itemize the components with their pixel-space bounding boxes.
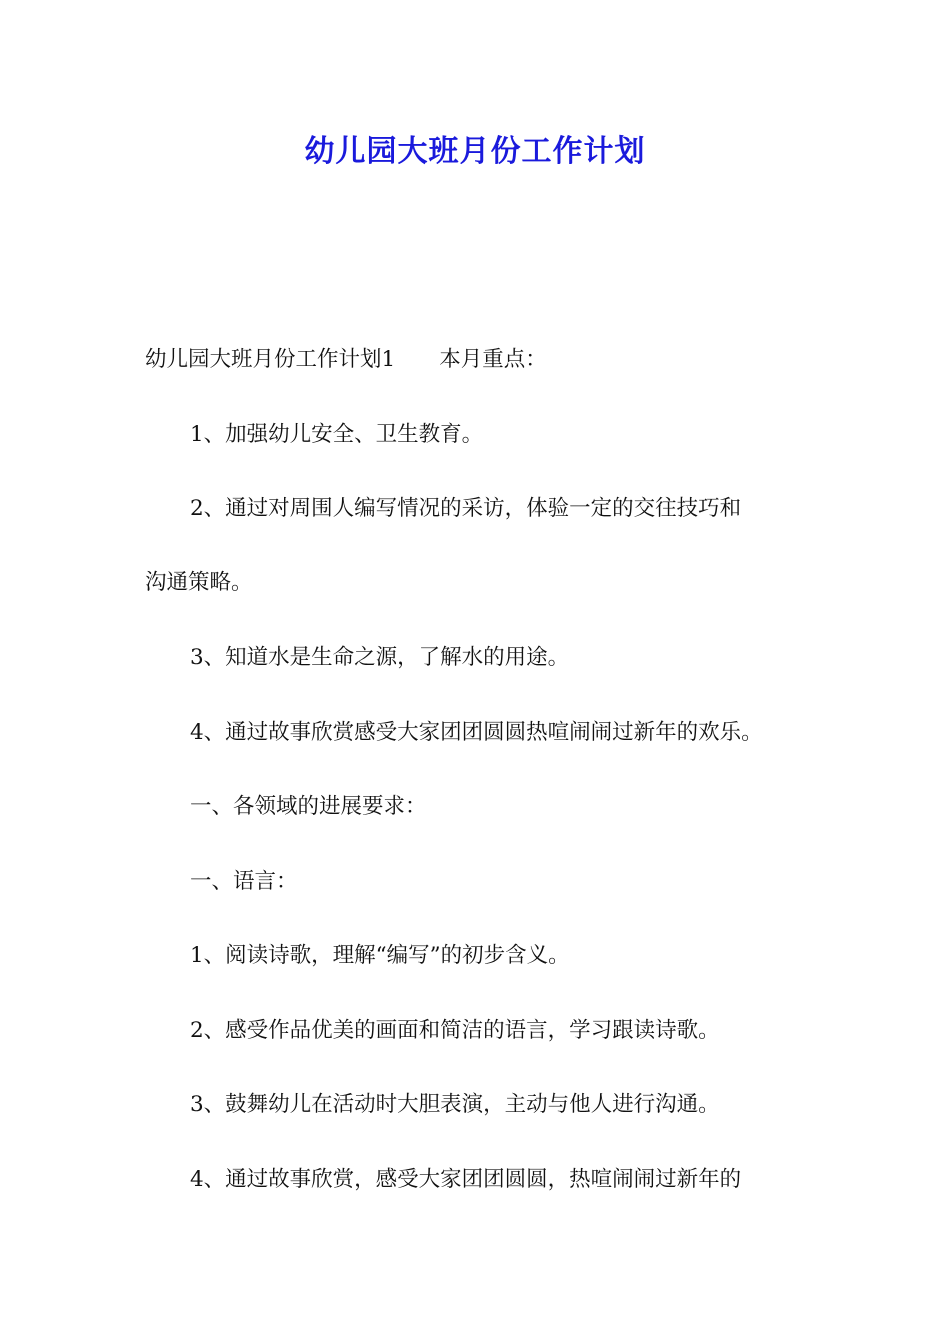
paragraph-line: 1、阅读诗歌，理解“编写”的初步含义。 (190, 943, 570, 968)
paragraph-line: 4、通过故事欣赏感受大家团团圆圆热喧闹闹过新年的欢乐。 (190, 720, 763, 745)
paragraph-line: 4、通过故事欣赏，感受大家团团圆圆，热喧闹闹过新年的 (190, 1167, 742, 1192)
paragraph-line: 一、语言： (190, 869, 298, 894)
paragraph-line: 2、通过对周围人编写情况的采访，体验一定的交往技巧和 (190, 496, 742, 521)
heading-plan-name: 幼儿园大班月份工作计划1 (145, 347, 396, 372)
page-title: 幼儿园大班月份工作计划 (304, 134, 646, 169)
paragraph-line: 1、加强幼儿安全、卫生教育。 (190, 422, 484, 447)
paragraph-line: 沟通策略。 (145, 570, 253, 595)
paragraph-line: 一、各领域的进展要求： (190, 794, 427, 819)
paragraph-line: 3、鼓舞幼儿在活动时大胆表演，主动与他人进行沟通。 (190, 1092, 720, 1117)
paragraph-line: 2、感受作品优美的画面和简洁的语言，学习跟读诗歌。 (190, 1018, 720, 1043)
section-heading (145, 345, 825, 375)
heading-focus-label: 本月重点： (439, 347, 547, 372)
paragraph-line: 3、知道水是生命之源，了解水的用途。 (190, 645, 570, 670)
